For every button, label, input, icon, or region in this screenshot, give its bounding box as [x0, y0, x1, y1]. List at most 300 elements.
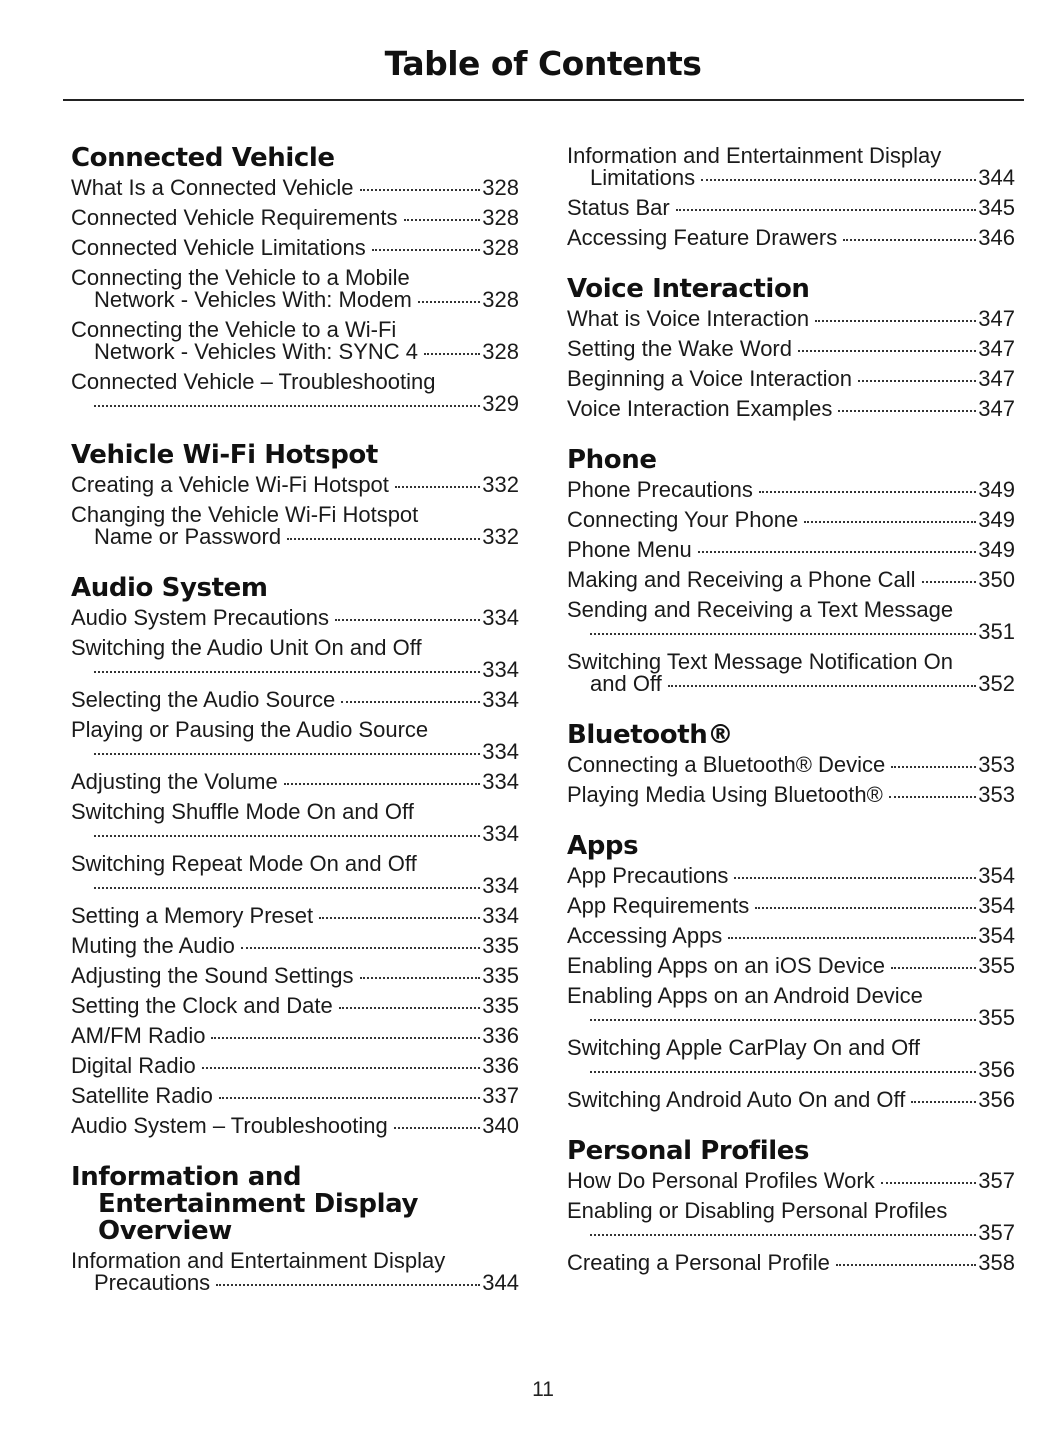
toc-entry[interactable] [71, 1250, 519, 1294]
toc-entry-title: Playing or Pausing the Audio Source [71, 717, 429, 742]
toc-entry[interactable] [71, 1085, 519, 1107]
toc-entry-title: Switching Shuffle Mode On and Off [71, 799, 414, 824]
dot-leader [94, 671, 480, 673]
dot-leader [211, 1037, 480, 1039]
toc-entry-page-number[interactable]: 336 [482, 1053, 519, 1078]
dot-leader [339, 1007, 481, 1009]
toc-entry-title: Connecting a Bluetooth® Device [567, 752, 886, 777]
dot-leader [94, 405, 480, 407]
toc-entry[interactable] [71, 995, 519, 1017]
page-title: Table of Contents [384, 44, 702, 83]
page-number: 11 [532, 1378, 554, 1401]
toc-entry[interactable] [567, 479, 1015, 501]
section-heading-line: Phone [567, 445, 657, 475]
section-heading [71, 575, 519, 602]
toc-entry-title: Making and Receiving a Phone Call [567, 567, 916, 592]
toc-entry-line [567, 308, 1015, 330]
toc-entry-title: AM/FM Radio [71, 1023, 206, 1048]
toc-entry-title: Setting the Clock and Date [71, 993, 333, 1018]
dot-leader [798, 350, 976, 352]
toc-entry-title: What is Voice Interaction [567, 306, 810, 331]
toc-entry-line [71, 1055, 519, 1077]
toc-entry-title: Switching Apple CarPlay On and Off [567, 1035, 921, 1060]
toc-entry-line [567, 895, 1015, 917]
toc-entry-line [567, 1252, 1015, 1274]
toc-entry-line [567, 145, 1015, 167]
section-heading-line: Vehicle Wi-Fi Hotspot [71, 440, 378, 470]
toc-entry-line [567, 539, 1015, 561]
toc-entry-page-number[interactable]: 334 [482, 605, 519, 630]
dot-leader [836, 1264, 976, 1266]
toc-entry[interactable] [567, 1200, 1015, 1244]
toc-entry-page-number[interactable]: 354 [978, 893, 1015, 918]
toc-entry-line [567, 1007, 1015, 1029]
toc-entry-title: Network - Vehicles With: SYNC 4 [94, 339, 418, 364]
toc-entry-line [567, 599, 1015, 621]
toc-entry-line [71, 177, 519, 199]
toc-entry[interactable] [567, 1252, 1015, 1274]
toc-entry[interactable] [567, 569, 1015, 591]
toc-entry[interactable] [567, 509, 1015, 531]
title-divider [63, 99, 1024, 101]
toc-entry-title: Switching Repeat Mode On and Off [71, 851, 417, 876]
toc-entry-page-number[interactable]: 328 [482, 339, 519, 364]
toc-entry-line [567, 509, 1015, 531]
toc-entry-page-number[interactable]: 358 [978, 1250, 1015, 1275]
toc-entry-line [71, 341, 519, 363]
toc-entry-line [567, 925, 1015, 947]
toc-entry-page-number[interactable]: 344 [482, 1270, 519, 1295]
toc-entry-title: Muting the Audio [71, 933, 235, 958]
toc-entry-line [71, 1025, 519, 1047]
toc-entry[interactable] [567, 338, 1015, 360]
toc-entry[interactable] [567, 865, 1015, 887]
dot-leader [881, 1182, 977, 1184]
toc-entry-line [71, 1250, 519, 1272]
toc-entry[interactable] [71, 1055, 519, 1077]
toc-entry[interactable] [567, 1170, 1015, 1192]
toc-entry-line [71, 504, 519, 526]
toc-entry-line [567, 651, 1015, 673]
dot-leader [94, 753, 480, 755]
toc-entry-page-number[interactable]: 334 [482, 873, 519, 898]
toc-entry-page-number[interactable]: 334 [482, 657, 519, 682]
toc-entry-page-number[interactable]: 334 [482, 821, 519, 846]
toc-entry-line [567, 1059, 1015, 1081]
toc-entry[interactable] [71, 801, 519, 845]
dot-leader [94, 887, 480, 889]
toc-entry[interactable] [567, 197, 1015, 219]
toc-entry[interactable] [71, 719, 519, 763]
toc-entry-line [71, 267, 519, 289]
toc-entry-line [71, 1115, 519, 1137]
toc-section-information-and-entertainment-display-overview [71, 1164, 519, 1294]
toc-entry[interactable] [71, 935, 519, 957]
toc-entry-line [567, 569, 1015, 591]
section-heading [567, 276, 1015, 303]
toc-entry[interactable] [71, 504, 519, 548]
toc-entry[interactable] [71, 177, 519, 199]
dot-leader [838, 410, 976, 412]
toc-section-connected-vehicle [71, 145, 519, 415]
toc-entry-page-number[interactable]: 334 [482, 903, 519, 928]
toc-entry-line [71, 875, 519, 897]
toc-entry-title: Name or Password [94, 524, 282, 549]
toc-entry[interactable] [71, 905, 519, 927]
toc-entry-title: Connected Vehicle Requirements [71, 205, 398, 230]
toc-entry-title: Playing Media Using Bluetooth® [567, 782, 883, 807]
dot-leader [360, 189, 481, 191]
toc-entry-line [71, 607, 519, 629]
toc-entry-line [71, 935, 519, 957]
toc-entry[interactable] [567, 651, 1015, 695]
dot-leader [911, 1101, 976, 1103]
toc-entry[interactable] [71, 474, 519, 496]
toc-entry[interactable] [567, 599, 1015, 643]
toc-entry-page-number[interactable]: 349 [978, 477, 1015, 502]
toc-entry-page-number[interactable]: 328 [482, 235, 519, 260]
toc-entry[interactable] [71, 965, 519, 987]
toc-entry-title: App Precautions [567, 863, 729, 888]
toc-entry-line [567, 338, 1015, 360]
toc-section-personal-profiles [567, 1138, 1015, 1274]
toc-entry-line [567, 479, 1015, 501]
dot-leader [843, 239, 976, 241]
toc-entry-page-number[interactable]: 347 [978, 396, 1015, 421]
toc-entry-page-number[interactable]: 335 [482, 993, 519, 1018]
toc-entry[interactable] [567, 308, 1015, 330]
toc-entry-line [71, 289, 519, 311]
toc-entry-line [71, 853, 519, 875]
toc-entry-line [71, 1085, 519, 1107]
section-heading-line: Voice Interaction [567, 274, 810, 304]
toc-entry-line [71, 526, 519, 548]
section-heading-line: Audio System [71, 573, 268, 603]
dot-leader [889, 796, 976, 798]
toc-entry-title: Audio System – Troubleshooting [71, 1113, 388, 1138]
toc-entry-page-number[interactable]: 328 [482, 287, 519, 312]
dot-leader [858, 380, 976, 382]
toc-entry-line [567, 955, 1015, 977]
toc-entry-page-number[interactable]: 355 [978, 953, 1015, 978]
toc-entry-line [567, 1170, 1015, 1192]
toc-entry[interactable] [567, 754, 1015, 776]
toc-entry[interactable] [71, 267, 519, 311]
toc-entry-title: Phone Precautions [567, 477, 753, 502]
toc-entry-line [71, 1272, 519, 1294]
toc-entry-page-number[interactable]: 344 [978, 165, 1015, 190]
toc-entry-page-number[interactable]: 329 [482, 391, 519, 416]
toc-entry-line [71, 659, 519, 681]
toc-entry-title: Connecting the Vehicle to a Wi-Fi [71, 317, 397, 342]
toc-entry[interactable] [71, 607, 519, 629]
dot-leader [698, 551, 977, 553]
toc-entry-page-number[interactable]: 353 [978, 782, 1015, 807]
toc-entry-line [71, 801, 519, 823]
dot-leader [202, 1067, 481, 1069]
toc-entry-title: Adjusting the Sound Settings [71, 963, 354, 988]
dot-leader [241, 947, 480, 949]
toc-entry-page-number[interactable]: 340 [482, 1113, 519, 1138]
toc-entry[interactable] [567, 985, 1015, 1029]
toc-entry-page-number[interactable]: 349 [978, 537, 1015, 562]
dot-leader [891, 766, 976, 768]
toc-entry-page-number[interactable]: 351 [978, 619, 1015, 644]
toc-entry-title: Phone Menu [567, 537, 692, 562]
toc-entry-page-number[interactable]: 354 [978, 863, 1015, 888]
toc-entry-title: Selecting the Audio Source [71, 687, 336, 712]
toc-entry-title: Switching Text Message Notification On [567, 649, 953, 674]
toc-entry-page-number[interactable]: 355 [978, 1005, 1015, 1030]
section-heading [71, 1164, 519, 1245]
dot-leader [372, 249, 481, 251]
section-heading-line: Apps [567, 831, 639, 861]
toc-entry[interactable] [567, 145, 1015, 189]
dot-leader [287, 538, 480, 540]
toc-entry-page-number[interactable]: 357 [978, 1168, 1015, 1193]
toc-entry[interactable] [71, 689, 519, 711]
toc-entry-title: Accessing Apps [567, 923, 723, 948]
toc-entry-page-number[interactable]: 347 [978, 366, 1015, 391]
dot-leader [335, 619, 480, 621]
toc-column-right [567, 145, 1015, 1301]
toc-entry-title: Beginning a Voice Interaction [567, 366, 852, 391]
dot-leader [728, 937, 976, 939]
toc-entry-line [71, 207, 519, 229]
toc-entry-title: What Is a Connected Vehicle [71, 175, 354, 200]
toc-entry-title: Adjusting the Volume [71, 769, 278, 794]
toc-entry[interactable] [567, 227, 1015, 249]
toc-entry-title: Changing the Vehicle Wi-Fi Hotspot [71, 502, 419, 527]
section-heading-line: Connected Vehicle [71, 143, 335, 173]
toc-entry-line [567, 167, 1015, 189]
dot-leader [922, 581, 977, 583]
dot-leader [815, 320, 976, 322]
toc-entry-line [71, 965, 519, 987]
toc-entry-title: Precautions [94, 1270, 211, 1295]
toc-section-phone [567, 447, 1015, 695]
toc-entry[interactable] [71, 207, 519, 229]
toc-entry-title: Setting a Memory Preset [71, 903, 314, 928]
section-heading-line: Information and [71, 1162, 302, 1192]
toc-entry-line [71, 771, 519, 793]
toc-entry-title: Switching the Audio Unit On and Off [71, 635, 422, 660]
dot-leader [701, 179, 976, 181]
toc-entry[interactable] [567, 955, 1015, 977]
toc-entry-title: Connected Vehicle Limitations [71, 235, 366, 260]
toc-entry-line [567, 398, 1015, 420]
toc-entry[interactable] [567, 539, 1015, 561]
toc-entry-title: Enabling Apps on an iOS Device [567, 953, 885, 978]
dot-leader [759, 491, 976, 493]
toc-entry-line [71, 995, 519, 1017]
toc-entry-page-number[interactable]: 352 [978, 671, 1015, 696]
toc-entry-line [567, 368, 1015, 390]
toc-entry-page-number[interactable]: 350 [978, 567, 1015, 592]
toc-entry-page-number[interactable]: 336 [482, 1023, 519, 1048]
toc-entry[interactable] [71, 853, 519, 897]
section-heading [71, 442, 519, 469]
toc-entry-line [71, 689, 519, 711]
toc-entry-line [71, 905, 519, 927]
toc-entry-line [71, 393, 519, 415]
toc-entry-title: Creating a Vehicle Wi-Fi Hotspot [71, 472, 389, 497]
section-heading [567, 1138, 1015, 1165]
toc-entry-page-number[interactable]: 349 [978, 507, 1015, 532]
toc-entry[interactable] [71, 637, 519, 681]
toc-section-voice-interaction [567, 276, 1015, 420]
dot-leader [394, 1127, 481, 1129]
toc-entry-title: Network - Vehicles With: Modem [94, 287, 412, 312]
dot-leader [755, 907, 976, 909]
section-heading-line: Entertainment Display [98, 1189, 419, 1219]
toc-entry-title: Enabling Apps on an Android Device [567, 983, 923, 1008]
dot-leader [341, 701, 480, 703]
section-heading [71, 145, 519, 172]
toc-entry-line [567, 227, 1015, 249]
toc-entry-line [567, 1037, 1015, 1059]
toc-entry-page-number[interactable]: 356 [978, 1087, 1015, 1112]
toc-entry[interactable] [71, 1025, 519, 1047]
toc-entry-line [71, 371, 519, 393]
toc-entry-title: Enabling or Disabling Personal Profiles [567, 1198, 948, 1223]
dot-leader [395, 486, 480, 488]
dot-leader [891, 967, 976, 969]
toc-entry-line [567, 197, 1015, 219]
dot-leader [404, 219, 481, 221]
toc-entry-page-number[interactable]: 335 [482, 963, 519, 988]
section-heading [567, 722, 1015, 749]
toc-entry[interactable] [567, 368, 1015, 390]
toc-entry-title: Information and Entertainment Display [71, 1248, 446, 1273]
toc-entry-line [567, 784, 1015, 806]
toc-entry-page-number[interactable]: 356 [978, 1057, 1015, 1082]
toc-entry-line [567, 1222, 1015, 1244]
toc-entry[interactable] [71, 319, 519, 363]
toc-entry-line [71, 319, 519, 341]
dot-leader [676, 209, 977, 211]
toc-entry-page-number[interactable]: 346 [978, 225, 1015, 250]
toc-column-left [71, 145, 519, 1321]
toc-entry[interactable] [71, 1115, 519, 1137]
toc-entry[interactable] [567, 1089, 1015, 1111]
toc-entry-line [71, 741, 519, 763]
toc-entry-title: Connecting the Vehicle to a Mobile [71, 265, 410, 290]
toc-entry-line [567, 754, 1015, 776]
toc-entry-title: Limitations [590, 165, 696, 190]
toc-entry-line [567, 1089, 1015, 1111]
toc-entry-page-number[interactable]: 332 [482, 524, 519, 549]
toc-entry-page-number[interactable]: 334 [482, 739, 519, 764]
dot-leader [319, 917, 480, 919]
toc-section-continued [567, 145, 1015, 249]
section-heading [567, 833, 1015, 860]
toc-entry-page-number[interactable]: 357 [978, 1220, 1015, 1245]
toc-section-bluetooth [567, 722, 1015, 806]
toc-entry-line [567, 673, 1015, 695]
dot-leader [668, 685, 977, 687]
dot-leader [590, 1071, 976, 1073]
toc-entry-page-number[interactable]: 353 [978, 752, 1015, 777]
section-heading [567, 447, 1015, 474]
toc-entry[interactable] [567, 398, 1015, 420]
toc-entry-line [567, 1200, 1015, 1222]
toc-section-audio-system [71, 575, 519, 1137]
toc-entry-line [71, 474, 519, 496]
toc-entry-title: Digital Radio [71, 1053, 196, 1078]
toc-entry[interactable] [567, 925, 1015, 947]
dot-leader [590, 1234, 976, 1236]
toc-entry[interactable] [71, 771, 519, 793]
toc-entry-title: Connecting Your Phone [567, 507, 799, 532]
toc-entry-title: Sending and Receiving a Text Message [567, 597, 954, 622]
toc-entry[interactable] [71, 237, 519, 259]
toc-section-apps [567, 833, 1015, 1111]
dot-leader [219, 1097, 480, 1099]
toc-entry-title: Information and Entertainment Display [567, 143, 942, 168]
toc-entry-title: Status Bar [567, 195, 670, 220]
toc-entry-page-number[interactable]: 334 [482, 769, 519, 794]
toc-entry-page-number[interactable]: 347 [978, 306, 1015, 331]
toc-entry-title: Switching Android Auto On and Off [567, 1087, 906, 1112]
dot-leader [418, 301, 480, 303]
dot-leader [804, 521, 976, 523]
toc-entry-title: App Requirements [567, 893, 750, 918]
dot-leader [590, 633, 976, 635]
dot-leader [424, 353, 480, 355]
dot-leader [734, 877, 976, 879]
toc-entry[interactable] [567, 784, 1015, 806]
toc-entry-page-number[interactable]: 354 [978, 923, 1015, 948]
toc-entry-line [567, 985, 1015, 1007]
toc-entry-page-number[interactable]: 347 [978, 336, 1015, 361]
dot-leader [216, 1284, 480, 1286]
toc-entry-line [567, 865, 1015, 887]
toc-entry-line [71, 237, 519, 259]
toc-entry-title: Setting the Wake Word [567, 336, 792, 361]
toc-entry-title: Connected Vehicle – Troubleshooting [71, 369, 436, 394]
toc-entry-title: Audio System Precautions [71, 605, 330, 630]
section-heading-line: Personal Profiles [567, 1136, 810, 1166]
toc-entry-title: How Do Personal Profiles Work [567, 1168, 875, 1193]
toc-entry-line [71, 719, 519, 741]
toc-entry-title: Accessing Feature Drawers [567, 225, 838, 250]
toc-entry-page-number[interactable]: 328 [482, 205, 519, 230]
toc-section-vehicle-wi-fi-hotspot [71, 442, 519, 548]
toc-entry-line [71, 823, 519, 845]
toc-entry-page-number[interactable]: 345 [978, 195, 1015, 220]
toc-entry-title: Voice Interaction Examples [567, 396, 833, 421]
toc-entry-page-number[interactable]: 334 [482, 687, 519, 712]
dot-leader [284, 783, 481, 785]
dot-leader [94, 835, 480, 837]
dot-leader [360, 977, 481, 979]
toc-entry-page-number[interactable]: 328 [482, 175, 519, 200]
section-heading-line: Bluetooth® [567, 720, 733, 750]
toc-entry-line [567, 621, 1015, 643]
toc-entry[interactable] [567, 895, 1015, 917]
toc-entry[interactable] [71, 371, 519, 415]
dot-leader [590, 1019, 976, 1021]
toc-entry-title: and Off [590, 671, 662, 696]
toc-entry-title: Satellite Radio [71, 1083, 213, 1108]
toc-entry-title: Creating a Personal Profile [567, 1250, 830, 1275]
toc-entry[interactable] [567, 1037, 1015, 1081]
toc-entry-page-number[interactable]: 332 [482, 472, 519, 497]
toc-entry-page-number[interactable]: 335 [482, 933, 519, 958]
toc-entry-line [71, 637, 519, 659]
toc-entry-page-number[interactable]: 337 [482, 1083, 519, 1108]
